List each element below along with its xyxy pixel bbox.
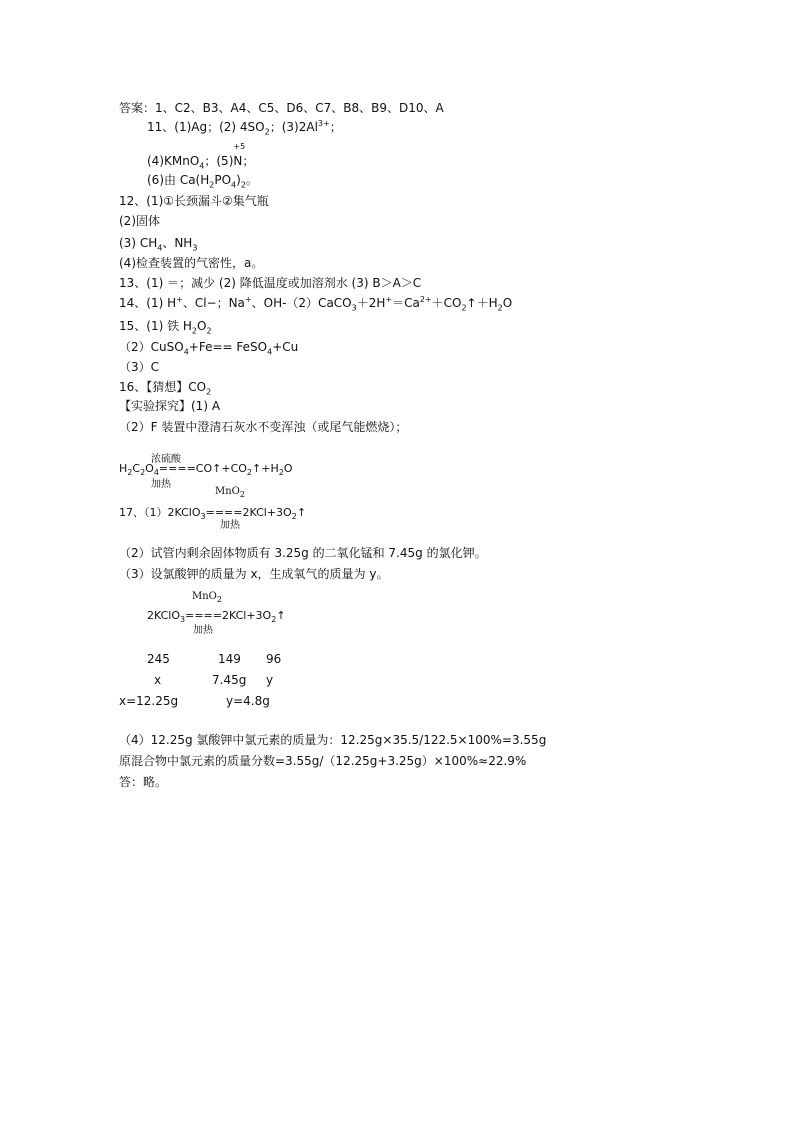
- q17-eq1-prefix: 17、（1）2KClO: [119, 506, 201, 519]
- q14-d: ＋2H: [356, 296, 386, 310]
- q17-eq1-right: 2KCl+3O: [242, 506, 292, 519]
- q17-line-3: （3）设氯酸钾的质量为 x，生成氧气的质量为 y。: [119, 567, 389, 581]
- q11-valence-n: [233, 142, 246, 169]
- q17-known-kcl: 7.45g: [212, 673, 247, 687]
- q15-line-2: [119, 339, 298, 355]
- q17-line-5: 原混合物中氯元素的质量分数=3.55g/（12.25g+3.25g）×100%≈22.9%: [119, 754, 527, 768]
- q17-eq2-catalyst: [192, 591, 222, 602]
- q12-line-1: 12、(1)①长颈漏斗②集气瓶: [119, 194, 269, 208]
- q16-eq-o2: O: [283, 462, 293, 475]
- q15-line-1: [119, 318, 212, 334]
- q17-equation-2: [147, 591, 347, 636]
- q17-unknown-x: x: [154, 673, 162, 687]
- q16-l1a: 16、【猜想】CO: [119, 380, 207, 394]
- q14-sub2: 2: [461, 303, 467, 313]
- q17-eq1-sub1: 3: [200, 512, 206, 522]
- q17-result-x: x=12.25g: [119, 694, 179, 708]
- q16-eq-o: O: [145, 462, 154, 475]
- q11-part1: (1)Ag；: [174, 120, 220, 134]
- q16-line-1: [119, 379, 211, 395]
- q17-eq1-catalyst-sub: 2: [239, 490, 245, 499]
- q15-l1-sub1: 2: [191, 326, 198, 336]
- q16-line-2: 【实验探究】(1) A: [119, 399, 221, 413]
- q15-line-3: （3）C: [119, 360, 160, 374]
- q16-eq-h: H: [119, 462, 128, 475]
- q14-sup1: +: [176, 295, 183, 304]
- q17-unknown-y: y: [266, 673, 274, 687]
- q11-part6-paren: ): [236, 173, 241, 187]
- q16-eq-sub5: 2: [278, 468, 284, 478]
- q11-part6-po: PO: [214, 173, 232, 187]
- q15-l1-sub2: 2: [206, 326, 212, 336]
- q16-eq-h2: ↑+H: [252, 462, 279, 475]
- q17-eq2-main: [147, 609, 286, 625]
- q16-eq-sub1: 2: [127, 468, 133, 478]
- q11-part6-sub2: 4: [231, 180, 237, 190]
- q17-eq1-up: ↑: [296, 506, 307, 519]
- q14-sup3: +: [385, 295, 393, 304]
- q14-a: 14、(1) H: [119, 296, 177, 310]
- q12-line-2: (2)固体: [119, 214, 160, 228]
- q17-eq2-sub1: 3: [180, 615, 186, 625]
- q17-eq2-heat: 加热: [193, 625, 213, 636]
- q12-nh: 、NH: [162, 236, 193, 250]
- q17-line-2: （2）试管内剩余固体物质有 3.25g 的二氧化锰和 7.45g 的氯化钾。: [119, 546, 487, 560]
- q11-part3-end: ；: [329, 120, 342, 134]
- q11-part2: (2) 4SO: [219, 120, 265, 134]
- q15-l2-sub1: 4: [183, 347, 189, 357]
- q12-line-3: [119, 235, 197, 251]
- q15-l1b: O: [197, 319, 207, 333]
- q17-eq1-catalyst-mn: MnO: [215, 486, 240, 497]
- q11-part4-end: ；(5): [204, 154, 234, 168]
- q17-eq2-right: 2KCl+3O: [221, 609, 272, 622]
- q16-eq-sub3: 4: [153, 468, 159, 478]
- q14-sub1: 3: [351, 303, 357, 313]
- q16-eq-sub4: 2: [246, 468, 253, 478]
- answer-key-line: 答案：1、C2、B3、A4、C5、D6、C7、B8、B9、D10、A: [119, 101, 444, 115]
- q14-e: ＝Ca: [392, 296, 420, 310]
- q11-part3: (3)2Al: [281, 120, 318, 134]
- q11-part5-end: ；: [242, 154, 255, 168]
- q11-line-3: [147, 172, 258, 188]
- q11-part4: (4)KMnO: [147, 154, 200, 168]
- q16-equation: [119, 450, 299, 490]
- q17-eq2-arrow: ====: [185, 609, 222, 622]
- q17-eq1-main: [119, 504, 306, 520]
- q14-g: ↑＋H: [466, 296, 498, 310]
- q14-sup4: 2+: [419, 295, 432, 304]
- q15-l1a: 15、(1) 铁 H: [119, 319, 192, 333]
- q17-line-4: （4）12.25g 氯酸钾中氯元素的质量为：12.25g×35.5/122.5×100%=3.55g: [119, 733, 547, 747]
- q15-l2b: +Fe== FeSO: [188, 340, 268, 354]
- q14-line: [119, 295, 512, 311]
- q14-h: O: [502, 296, 513, 310]
- q16-eq-co: CO↑+CO: [195, 462, 247, 475]
- q16-eq-condition-top: 浓硫酸: [151, 454, 181, 465]
- q17-eq1-sub2: 2: [291, 512, 297, 522]
- q16-eq-main: [119, 462, 293, 478]
- q14-c: 、OH-（2）CaCO: [251, 296, 352, 310]
- q11-part3-sup: 3+: [317, 119, 330, 128]
- q14-sub3: 2: [497, 303, 503, 313]
- q12-ch-sub: 4: [157, 243, 163, 253]
- q16-line-3: （2）F 装置中澄清石灰水不变浑浊（或尾气能燃烧）；: [119, 420, 408, 434]
- q17-eq2-prefix: 2KClO: [147, 609, 181, 622]
- q17-equation-1: [119, 486, 359, 531]
- q11-line-2: [147, 142, 255, 171]
- q17-eq2-sub2: 2: [271, 615, 277, 625]
- q17-result-y: y=4.8g: [226, 694, 270, 708]
- q12-line-4: (4)检查装置的气密性，a。: [119, 256, 264, 270]
- q11-line-1: [147, 119, 342, 135]
- q11-part6: (6)由 Ca(H: [147, 173, 210, 187]
- q11-part4-sub: 4: [199, 161, 205, 171]
- q14-b: 、Cl−；Na: [182, 296, 245, 310]
- q11-part6-end: 。: [245, 173, 258, 187]
- q11-part2-end: ；: [269, 120, 282, 134]
- q17-eq2-catalyst-sub: 2: [216, 595, 222, 604]
- q11-valence-mark: +5: [233, 142, 246, 151]
- q16-eq-condition-bottom: 加热: [151, 479, 171, 490]
- q16-eq-sub2: 2: [140, 468, 146, 478]
- q14-sup2: +: [244, 295, 252, 304]
- q12-ch: (3) CH: [119, 236, 158, 250]
- q16-eq-c: C: [132, 462, 141, 475]
- q17-eq1-arrow: ====: [205, 506, 243, 519]
- q15-l2a: （2）CuSO: [119, 340, 184, 354]
- q17-eq2-catalyst-mn: MnO: [192, 591, 217, 602]
- q17-conclusion: 答：略。: [119, 775, 168, 789]
- q17-ratio-kcl: 149: [218, 652, 241, 666]
- q15-l2-sub2: 4: [267, 347, 273, 357]
- q11-nitrogen: N: [233, 154, 243, 168]
- q17-eq1-catalyst: [215, 486, 245, 497]
- q11-part6-sub3: 2: [240, 180, 246, 190]
- q17-eq1-heat: 加热: [220, 520, 240, 531]
- q13-line: 13、(1) ＝；减少 (2) 降低温度或加溶剂水 (3) B＞A＞C: [119, 276, 422, 290]
- q17-eq2-up: ↑: [276, 609, 286, 622]
- q17-ratio-o2: 96: [266, 652, 282, 666]
- q11-part2-sub: 2: [264, 127, 270, 137]
- q17-ratio-kclo3: 245: [147, 652, 170, 666]
- q15-l2c: +Cu: [272, 340, 299, 354]
- q12-nh-sub: 3: [192, 243, 198, 253]
- q14-f: ＋CO: [431, 296, 462, 310]
- q11-prefix: 11、: [147, 120, 175, 134]
- q11-part6-sub1: 2: [209, 180, 215, 190]
- q16-l1-sub: 2: [206, 387, 212, 397]
- q16-eq-arrow: ====: [158, 462, 196, 475]
